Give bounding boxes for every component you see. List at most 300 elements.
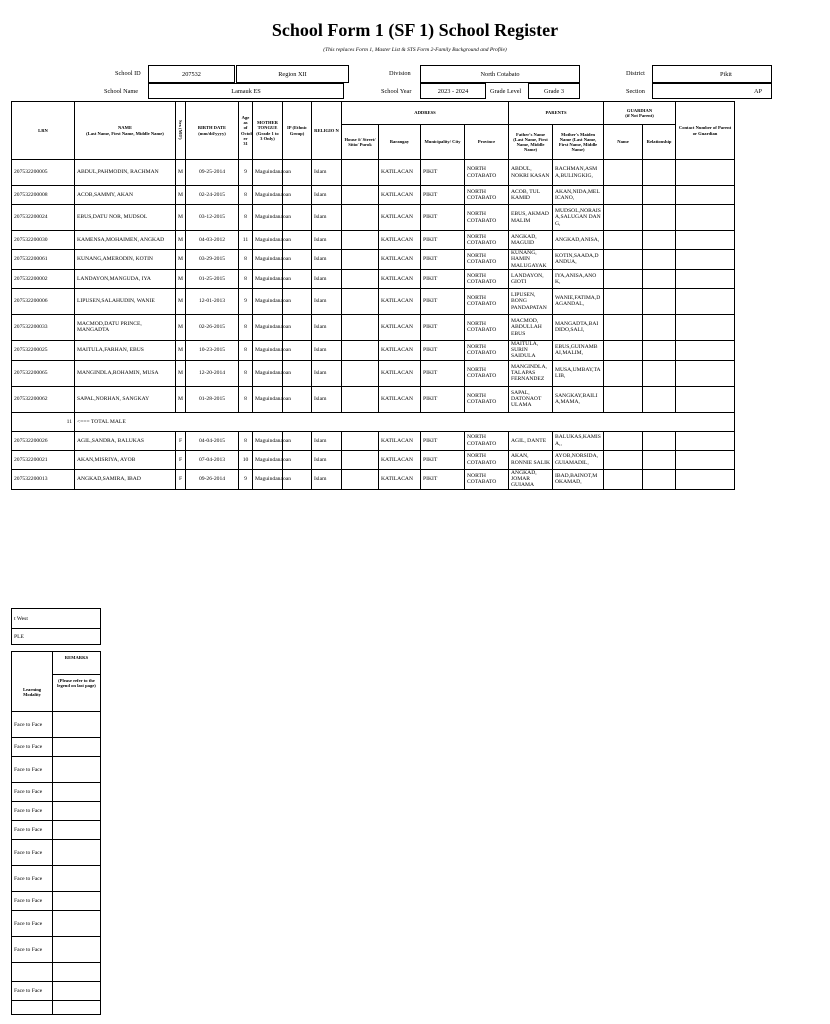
mother-cell: RACHMAN,ASMA,BULINGKIG, xyxy=(553,160,604,186)
barangay-cell: KATILACAN xyxy=(379,231,421,250)
barangay-cell: KATILACAN xyxy=(379,288,421,314)
remarks-cell xyxy=(53,937,101,963)
modality-cell: Face to Face xyxy=(12,821,53,840)
age-cell: 9 xyxy=(239,160,253,186)
mother-cell: AKAN,NIDA,MELICANO, xyxy=(553,186,604,205)
mother-tongue-cell: Maguindanaoan xyxy=(253,314,283,340)
birth-cell: 02-24-2015 xyxy=(186,186,239,205)
table-row xyxy=(12,160,735,186)
house-cell xyxy=(342,469,379,489)
birth-cell: 02-26-2015 xyxy=(186,314,239,340)
col-address: ADDRESS xyxy=(342,102,509,125)
table-row xyxy=(12,360,735,386)
mother-cell: IBAD,BAINOT,MOKAMAD, xyxy=(553,469,604,489)
modality-row xyxy=(12,821,101,840)
birth-cell: 04-04-2015 xyxy=(186,431,239,450)
barangay-cell: KATILACAN xyxy=(379,269,421,288)
table-row xyxy=(12,186,735,205)
municipality-cell: PIKIT xyxy=(421,386,465,412)
religion-cell: Islam xyxy=(312,160,342,186)
guardian-name-cell xyxy=(604,231,643,250)
birth-cell: 07-04-2013 xyxy=(186,450,239,469)
guardian-relationship-cell xyxy=(643,431,676,450)
age-cell: 9 xyxy=(239,288,253,314)
province-cell: NORTH COTABATO xyxy=(465,450,509,469)
table-row xyxy=(12,250,735,270)
table-row xyxy=(12,469,735,489)
lrn-cell: 207532200025 xyxy=(12,340,75,360)
birth-cell: 04-03-2012 xyxy=(186,231,239,250)
mother-cell: SANGKAY,BAILIA,MAMA, xyxy=(553,386,604,412)
section-field xyxy=(652,83,772,99)
religion-cell: Islam xyxy=(312,269,342,288)
mother-cell: ANGKAD,ANISA, xyxy=(553,231,604,250)
col-house: House #/ Street/ Sitio/ Purok xyxy=(342,125,379,160)
name-cell: ABDUL,PAHMODIN, RACHMAN xyxy=(75,160,176,186)
house-cell xyxy=(342,288,379,314)
guardian-relationship-cell xyxy=(643,231,676,250)
guardian-name-cell xyxy=(604,386,643,412)
col-birth xyxy=(186,102,239,160)
guardian-relationship-cell xyxy=(643,360,676,386)
father-cell: AKAN, RONNIE SALIK xyxy=(509,450,553,469)
father-cell: ABDUL, NOKRI KASAN xyxy=(509,160,553,186)
col-name-sub: (Last Name, First Name, Middle Name) xyxy=(86,130,164,136)
mother-cell: EBUS,GUINAMBAI,MALIM, xyxy=(553,340,604,360)
birth-cell: 01-25-2015 xyxy=(186,269,239,288)
sex-cell: M xyxy=(176,250,186,270)
modality-cell: Face to Face xyxy=(12,840,53,866)
municipality-cell: PIKIT xyxy=(421,186,465,205)
father-cell: ANGKAD, MAGUID xyxy=(509,231,553,250)
contact-cell xyxy=(676,186,735,205)
col-lrn: LRN xyxy=(12,102,75,160)
name-cell: MAITULA,FARHAN, EBUS xyxy=(75,340,176,360)
father-cell: ACOB, TUL KAMID xyxy=(509,186,553,205)
religion-cell: Islam xyxy=(312,469,342,489)
father-cell: LANDAYON, GIOTI xyxy=(509,269,553,288)
mother-tongue-cell: Maguindanaoan xyxy=(253,386,283,412)
table-row xyxy=(12,231,735,250)
house-cell xyxy=(342,269,379,288)
lrn-cell: 207532200024 xyxy=(12,205,75,231)
father-cell: MAITULA, SURIN SAIDULA xyxy=(509,340,553,360)
lrn-cell: 207532200061 xyxy=(12,250,75,270)
table-row xyxy=(12,340,735,360)
district-value: Pikit xyxy=(720,70,732,78)
mother-tongue-cell: Maguindanaoan xyxy=(253,269,283,288)
lrn-cell: 207532200006 xyxy=(12,288,75,314)
barangay-cell: KATILACAN xyxy=(379,450,421,469)
province-cell: NORTH COTABATO xyxy=(465,360,509,386)
remarks-cell xyxy=(53,802,101,821)
lrn-cell: 207532200026 xyxy=(12,431,75,450)
col-mother: Mother's Maiden Name (Last Name, First Name, Middle Name) xyxy=(553,125,604,160)
district-tail: t West xyxy=(12,609,101,629)
col-sex xyxy=(176,102,186,160)
modality-cell: Face to Face xyxy=(12,892,53,911)
father-cell: LIPUSEN, BONG PANDAPATAN xyxy=(509,288,553,314)
contact-cell xyxy=(676,340,735,360)
municipality-cell: PIKIT xyxy=(421,314,465,340)
school-id-field: 207532 xyxy=(148,65,235,83)
birth-cell: 09-26-2014 xyxy=(186,469,239,489)
age-cell: 11 xyxy=(239,231,253,250)
house-cell xyxy=(342,360,379,386)
age-cell: 8 xyxy=(239,186,253,205)
modality-row xyxy=(12,802,101,821)
province-cell: NORTH COTABATO xyxy=(465,160,509,186)
remarks-cell xyxy=(53,712,101,738)
guardian-relationship-cell xyxy=(643,288,676,314)
province-cell: NORTH COTABATO xyxy=(465,269,509,288)
name-cell: EBUS,DATU NOR, MUDSOL xyxy=(75,205,176,231)
section-label: Section xyxy=(626,88,645,95)
name-cell: LIPUSEN,SALAHUDIN, WANIE xyxy=(75,288,176,314)
col-religion: RELIGIO N xyxy=(312,102,342,160)
lrn-cell: 207532200021 xyxy=(12,450,75,469)
table-row xyxy=(12,314,735,340)
region-field: Region XII xyxy=(236,65,349,83)
col-parents: PARENTS xyxy=(509,102,604,125)
name-cell: LANDAYON,MANGUDA, IYA xyxy=(75,269,176,288)
guardian-name-cell xyxy=(604,160,643,186)
religion-cell: Islam xyxy=(312,431,342,450)
modality-row xyxy=(12,911,101,937)
contact-cell xyxy=(676,469,735,489)
guardian-name-cell xyxy=(604,314,643,340)
lrn-cell: 207532200002 xyxy=(12,269,75,288)
modality-cell: Face to Face xyxy=(12,982,53,1001)
age-cell: 8 xyxy=(239,340,253,360)
modality-row xyxy=(12,840,101,866)
province-cell: NORTH COTABATO xyxy=(465,250,509,270)
province-cell: NORTH COTABATO xyxy=(465,469,509,489)
remarks-cell xyxy=(53,911,101,937)
guardian-relationship-cell xyxy=(643,469,676,489)
col-guardian xyxy=(604,102,676,125)
remarks-header xyxy=(53,652,101,712)
name-cell: KAMENSA,MOHAIMEN, ANGKAD xyxy=(75,231,176,250)
father-cell: ANGKAD, JOMAR GUIAMA xyxy=(509,469,553,489)
guardian-relationship-cell xyxy=(643,205,676,231)
modality-cell: Face to Face xyxy=(12,783,53,802)
sex-cell: F xyxy=(176,431,186,450)
col-guardian-sub: (if Not Parent) xyxy=(625,113,654,118)
birth-cell: 12-20-2014 xyxy=(186,360,239,386)
municipality-cell: PIKIT xyxy=(421,288,465,314)
municipality-cell: PIKIT xyxy=(421,431,465,450)
section-value: AP xyxy=(754,87,763,95)
contact-cell xyxy=(676,314,735,340)
col-barangay: Barangay xyxy=(379,125,421,160)
mother-cell: WANIE,FATIMA,DAGANDAL, xyxy=(553,288,604,314)
province-cell: NORTH COTABATO xyxy=(465,186,509,205)
religion-cell: Islam xyxy=(312,231,342,250)
father-cell: SAPAL, DATONAOT ULAMA xyxy=(509,386,553,412)
lrn-cell: 207532200033 xyxy=(12,314,75,340)
table-row xyxy=(12,431,735,450)
col-birth-title: BIRTH DATE xyxy=(197,125,227,131)
contact-cell xyxy=(676,288,735,314)
table-row xyxy=(12,269,735,288)
modality-row xyxy=(12,783,101,802)
house-cell xyxy=(342,314,379,340)
barangay-cell: KATILACAN xyxy=(379,431,421,450)
age-cell: 8 xyxy=(239,314,253,340)
mother-tongue-cell: Maguindanaoan xyxy=(253,186,283,205)
guardian-name-cell xyxy=(604,450,643,469)
guardian-name-cell xyxy=(604,250,643,270)
guardian-relationship-cell xyxy=(643,386,676,412)
name-cell: AGIL,SANDRA, BALUKAS xyxy=(75,431,176,450)
house-cell xyxy=(342,431,379,450)
mother-cell: KOTIN,SAADA,DANDUA, xyxy=(553,250,604,270)
municipality-cell: PIKIT xyxy=(421,205,465,231)
sex-cell: M xyxy=(176,314,186,340)
total-count: 11 xyxy=(12,412,75,431)
modality-row xyxy=(12,757,101,783)
mother-tongue-cell: Maguindanaoan xyxy=(253,360,283,386)
house-cell xyxy=(342,205,379,231)
mother-cell: MANGADTA,BAIDIDO,SALI, xyxy=(553,314,604,340)
learning-modality-header: Learning Modality xyxy=(12,652,53,712)
barangay-cell: KATILACAN xyxy=(379,186,421,205)
father-cell: AGIL, DANTE xyxy=(509,431,553,450)
modality-row xyxy=(12,738,101,757)
division-label: Division xyxy=(389,70,411,77)
guardian-name-cell xyxy=(604,269,643,288)
name-cell: ACOB,SAMMY, AKAN xyxy=(75,186,176,205)
province-cell: NORTH COTABATO xyxy=(465,205,509,231)
col-age: Age as of Octob er 31 xyxy=(239,102,253,160)
col-contact: Contact Number of Parent or Guardian xyxy=(676,102,735,160)
total-male-row xyxy=(12,412,735,431)
modality-cell: Face to Face xyxy=(12,738,53,757)
sex-cell: M xyxy=(176,160,186,186)
school-year-label: School Year xyxy=(381,88,412,95)
mother-cell: IYA,ANISA,ANOK, xyxy=(553,269,604,288)
sex-cell: M xyxy=(176,340,186,360)
contact-cell xyxy=(676,269,735,288)
father-cell: MANGINDLA, TALAPAS FERNANDEZ xyxy=(509,360,553,386)
barangay-cell: KATILACAN xyxy=(379,314,421,340)
house-cell xyxy=(342,386,379,412)
modality-row xyxy=(12,963,101,982)
municipality-cell: PIKIT xyxy=(421,269,465,288)
age-cell: 9 xyxy=(239,469,253,489)
guardian-relationship-cell xyxy=(643,450,676,469)
name-cell: AKAN,MISRIYA, AYOB xyxy=(75,450,176,469)
remarks-sub: (Please refer to the legend on last page) xyxy=(57,678,96,688)
contact-cell xyxy=(676,231,735,250)
contact-cell xyxy=(676,205,735,231)
sex-cell: M xyxy=(176,269,186,288)
father-cell: EBUS, AKMAD MALIM xyxy=(509,205,553,231)
contact-cell xyxy=(676,386,735,412)
remarks-cell xyxy=(53,821,101,840)
guardian-name-cell xyxy=(604,431,643,450)
municipality-cell: PIKIT xyxy=(421,231,465,250)
col-ip: IP (Ethnic Group) xyxy=(283,102,312,160)
district-field xyxy=(652,65,772,83)
remarks-cell xyxy=(53,757,101,783)
col-name xyxy=(75,102,176,160)
mother-tongue-cell: Maguindanaoan xyxy=(253,231,283,250)
sex-cell: M xyxy=(176,386,186,412)
name-cell: KUNANG,AMERODIN, KOTIN xyxy=(75,250,176,270)
guardian-relationship-cell xyxy=(643,269,676,288)
col-guardian-relationship: Relationship xyxy=(643,125,676,160)
guardian-name-cell xyxy=(604,205,643,231)
modality-row xyxy=(12,866,101,892)
col-father: Father's Name (Last Name, First Name, Middle Name) xyxy=(509,125,553,160)
contact-cell xyxy=(676,160,735,186)
table-row xyxy=(12,288,735,314)
table-row xyxy=(12,386,735,412)
house-cell xyxy=(342,160,379,186)
spacer xyxy=(53,645,101,652)
religion-cell: Islam xyxy=(312,340,342,360)
name-cell: ANGKAD,SAMIRA, IBAD xyxy=(75,469,176,489)
lrn-cell: 207532200065 xyxy=(12,360,75,386)
modality-cell: Face to Face xyxy=(12,937,53,963)
school-year-field: 2023 - 2024 xyxy=(420,83,486,99)
col-name-title: NAME xyxy=(117,125,133,131)
col-municipality: Municipality/ City xyxy=(421,125,465,160)
age-cell: 8 xyxy=(239,269,253,288)
sex-cell: M xyxy=(176,205,186,231)
house-cell xyxy=(342,450,379,469)
municipality-cell: PIKIT xyxy=(421,360,465,386)
lrn-cell: 207532200013 xyxy=(12,469,75,489)
guardian-relationship-cell xyxy=(643,340,676,360)
mother-tongue-cell: Maguindanaoan xyxy=(253,160,283,186)
house-cell xyxy=(342,340,379,360)
mother-tongue-cell: Maguindanaoan xyxy=(253,431,283,450)
modality-cell xyxy=(12,963,53,982)
col-guardian-name: Name xyxy=(604,125,643,160)
modality-row xyxy=(12,892,101,911)
religion-cell: Islam xyxy=(312,288,342,314)
birth-cell: 03-12-2015 xyxy=(186,205,239,231)
form-title: School Form 1 (SF 1) School Register xyxy=(271,20,559,40)
section-tail: PLE xyxy=(12,629,101,645)
province-cell: NORTH COTABATO xyxy=(465,386,509,412)
modality-row xyxy=(12,937,101,963)
barangay-cell: KATILACAN xyxy=(379,360,421,386)
side-page-table xyxy=(11,608,101,1015)
col-province: Province xyxy=(465,125,509,160)
age-cell: 8 xyxy=(239,386,253,412)
modality-cell: Face to Face xyxy=(12,911,53,937)
sex-cell: M xyxy=(176,186,186,205)
guardian-relationship-cell xyxy=(643,186,676,205)
remarks-cell xyxy=(53,1001,101,1015)
religion-cell: Islam xyxy=(312,386,342,412)
remarks-title: REMARKS xyxy=(53,652,100,675)
barangay-cell: KATILACAN xyxy=(379,340,421,360)
grade-level-label: Grade Level xyxy=(490,88,522,95)
remarks-cell xyxy=(53,982,101,1001)
guardian-relationship-cell xyxy=(643,160,676,186)
col-birth-sub: (mm/dd/yyyy) xyxy=(198,130,226,136)
guardian-relationship-cell xyxy=(643,250,676,270)
sex-cell: M xyxy=(176,288,186,314)
barangay-cell: KATILACAN xyxy=(379,250,421,270)
province-cell: NORTH COTABATO xyxy=(465,231,509,250)
name-cell: MANGINDLA,ROHAMIN, MUSA xyxy=(75,360,176,386)
mother-tongue-cell: Maguindanaoan xyxy=(253,469,283,489)
modality-cell: Face to Face xyxy=(12,712,53,738)
birth-cell: 10-23-2015 xyxy=(186,340,239,360)
age-cell: 8 xyxy=(239,360,253,386)
mother-cell: BALUKAS,KAMISA,, xyxy=(553,431,604,450)
contact-cell xyxy=(676,450,735,469)
modality-cell xyxy=(12,1001,53,1015)
municipality-cell: PIKIT xyxy=(421,250,465,270)
school-id-label: School ID xyxy=(115,70,141,77)
remarks-cell xyxy=(53,866,101,892)
province-cell: NORTH COTABATO xyxy=(465,431,509,450)
school-name-field: Lamauk ES xyxy=(148,83,344,99)
birth-cell: 03-29-2015 xyxy=(186,250,239,270)
barangay-cell: KATILACAN xyxy=(379,386,421,412)
father-cell: KUNANG, HAMIN MALUGAYAK xyxy=(509,250,553,270)
total-label: <=== TOTAL MALE xyxy=(75,412,735,431)
col-mother-tongue: MOTHER TONGUE (Grade 1 to 3 Only) xyxy=(253,102,283,160)
contact-cell xyxy=(676,431,735,450)
mother-tongue-cell: Maguindanaoan xyxy=(253,250,283,270)
district-label: District xyxy=(626,70,645,77)
mother-tongue-cell: Maguindanaoan xyxy=(253,205,283,231)
mother-tongue-cell: Maguindanaoan xyxy=(253,450,283,469)
birth-cell: 12-01-2013 xyxy=(186,288,239,314)
religion-cell: Islam xyxy=(312,314,342,340)
guardian-name-cell xyxy=(604,288,643,314)
guardian-name-cell xyxy=(604,186,643,205)
religion-cell: Islam xyxy=(312,186,342,205)
school-name-label: School Name xyxy=(104,88,139,95)
remarks-cell xyxy=(53,738,101,757)
spacer xyxy=(12,645,53,652)
municipality-cell: PIKIT xyxy=(421,160,465,186)
sex-cell: F xyxy=(176,469,186,489)
guardian-name-cell xyxy=(604,469,643,489)
modality-row xyxy=(12,1001,101,1015)
age-cell: 10 xyxy=(239,450,253,469)
house-cell xyxy=(342,186,379,205)
province-cell: NORTH COTABATO xyxy=(465,340,509,360)
province-cell: NORTH COTABATO xyxy=(465,314,509,340)
contact-cell xyxy=(676,250,735,270)
register-table xyxy=(11,101,735,490)
municipality-cell: PIKIT xyxy=(421,340,465,360)
remarks-cell xyxy=(53,963,101,982)
remarks-cell xyxy=(53,783,101,802)
religion-cell: Islam xyxy=(312,360,342,386)
modality-cell: Face to Face xyxy=(12,802,53,821)
modality-row xyxy=(12,712,101,738)
sex-cell: M xyxy=(176,360,186,386)
municipality-cell: PIKIT xyxy=(421,450,465,469)
mother-tongue-cell: Maguindanaoan xyxy=(253,340,283,360)
guardian-relationship-cell xyxy=(643,314,676,340)
age-cell: 8 xyxy=(239,431,253,450)
contact-cell xyxy=(676,360,735,386)
age-cell: 8 xyxy=(239,250,253,270)
birth-cell: 01-28-2015 xyxy=(186,386,239,412)
